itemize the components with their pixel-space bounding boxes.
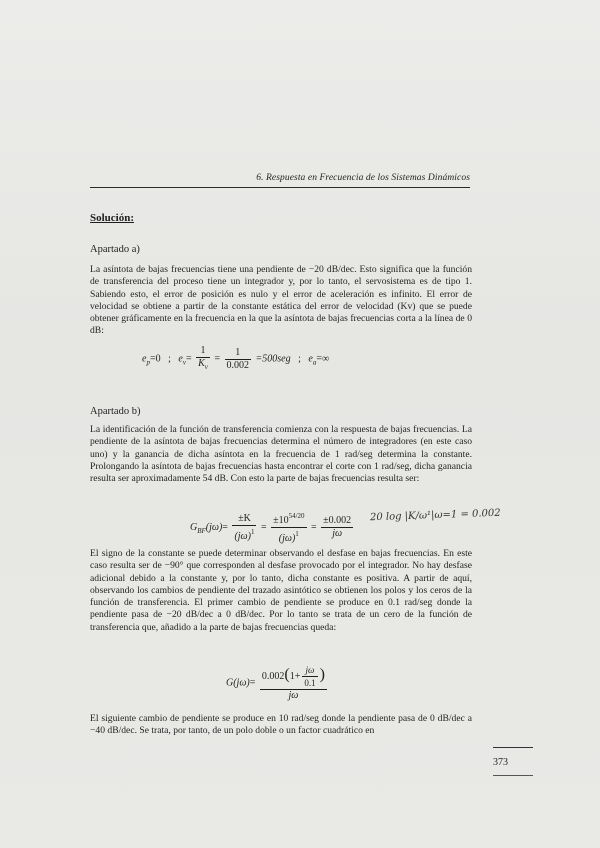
part-b-paragraph-1: La identificación de la función de transferencia comienza con la respuesta de bajas frecuencias. La pendiente de la asíntota de bajas frecuencias determina el número de integradores (en este caso uno) y la ganancia de dicha asíntota en la frecuencia de 1 rad/seg determina la constante. Prolongando la asíntota de bajas frecuencias hasta encontrar el corte con 1 rad/seg, dicha ganancia resulta ser aproximadamente 54 dB. Con esto la parte de bajas frecuencias resulta ser: bbox=[90, 424, 472, 485]
header-rule bbox=[90, 187, 470, 188]
part-a-paragraph: La asíntota de bajas frecuencias tiene una pendiente de −20 dB/dec. Esto significa que la función de transferencia del proceso tiene un integrador y, por lo tanto, el servosistema es de tipo 1. Sabiendo esto, el error de posición es nulo y el error de aceleración es infinito. El error de velocidad se obtiene a partir de la constante estática del error de velocidad (Kv) que se puede obtener gráficamente en la frecuencia en la que la asíntota de bajas frecuencias corta a la línea de 0 dB: bbox=[90, 264, 472, 337]
running-header: 6. Respuesta en Frecuencia de los Sistemas Dinámicos bbox=[256, 173, 470, 183]
footer-rule-lower bbox=[493, 775, 533, 776]
handwritten-note: 20 log |K/ω¹|ω=1 = 0.002 bbox=[369, 507, 501, 524]
part-b-paragraph-2: El signo de la constante se puede determinar observando el desfase en bajas frecuencias. En este caso resulta ser de −90° que corresponden al desfase provocado por el integrador. No hay desfase adicional debido a la constante y, por lo tanto, dicha constante es positiva. A partir de aquí, observando los cambios de pendiente del trazado asintótico se obtienen los polos y los ceros de la función de transferencia. El primer cambio de pendiente se produce en 0.1 rad/seg donde la pendiente pasa de −20 dB/dec a 0 dB/dec. Por lo tanto se trata de un cero de la función de transferencia que, añadido a la parte de bajas frecuencias queda: bbox=[90, 548, 472, 633]
error-constants-equation: $e_p=0$ ; $e_v=$ $\frac{1}{K_v}$ = $\frac{1}{0.002}$ =500seg ; $e_a=\infty$ bbox=[142, 345, 330, 371]
low-frequency-equation: $G_{BF}(j\omega)=$ $\frac{\pm K}{(j\omega)^1}$ = $\frac{\pm 10^{54/20}}{(j\omega)^1}$ = $\frac{\pm 0.002}{j\omega}$ bbox=[190, 512, 352, 544]
solution-heading: Solución: bbox=[90, 212, 135, 224]
page-number: 373 bbox=[493, 757, 508, 768]
part-b-heading: Apartado b) bbox=[90, 406, 141, 417]
transfer-function-equation: G(jω)= 0.002(1+ $\frac{j\omega}{0.1}$ ) jω bbox=[226, 665, 325, 701]
footer-rule bbox=[493, 747, 533, 748]
part-a-heading: Apartado a) bbox=[90, 244, 140, 255]
part-b-paragraph-3: El siguiente cambio de pendiente se produce en 10 rad/seg donde la pendiente pasa de 0 dB/dec a −40 dB/dec. Se trata, por tanto, de un polo doble o un factor cuadrático en bbox=[90, 713, 472, 737]
